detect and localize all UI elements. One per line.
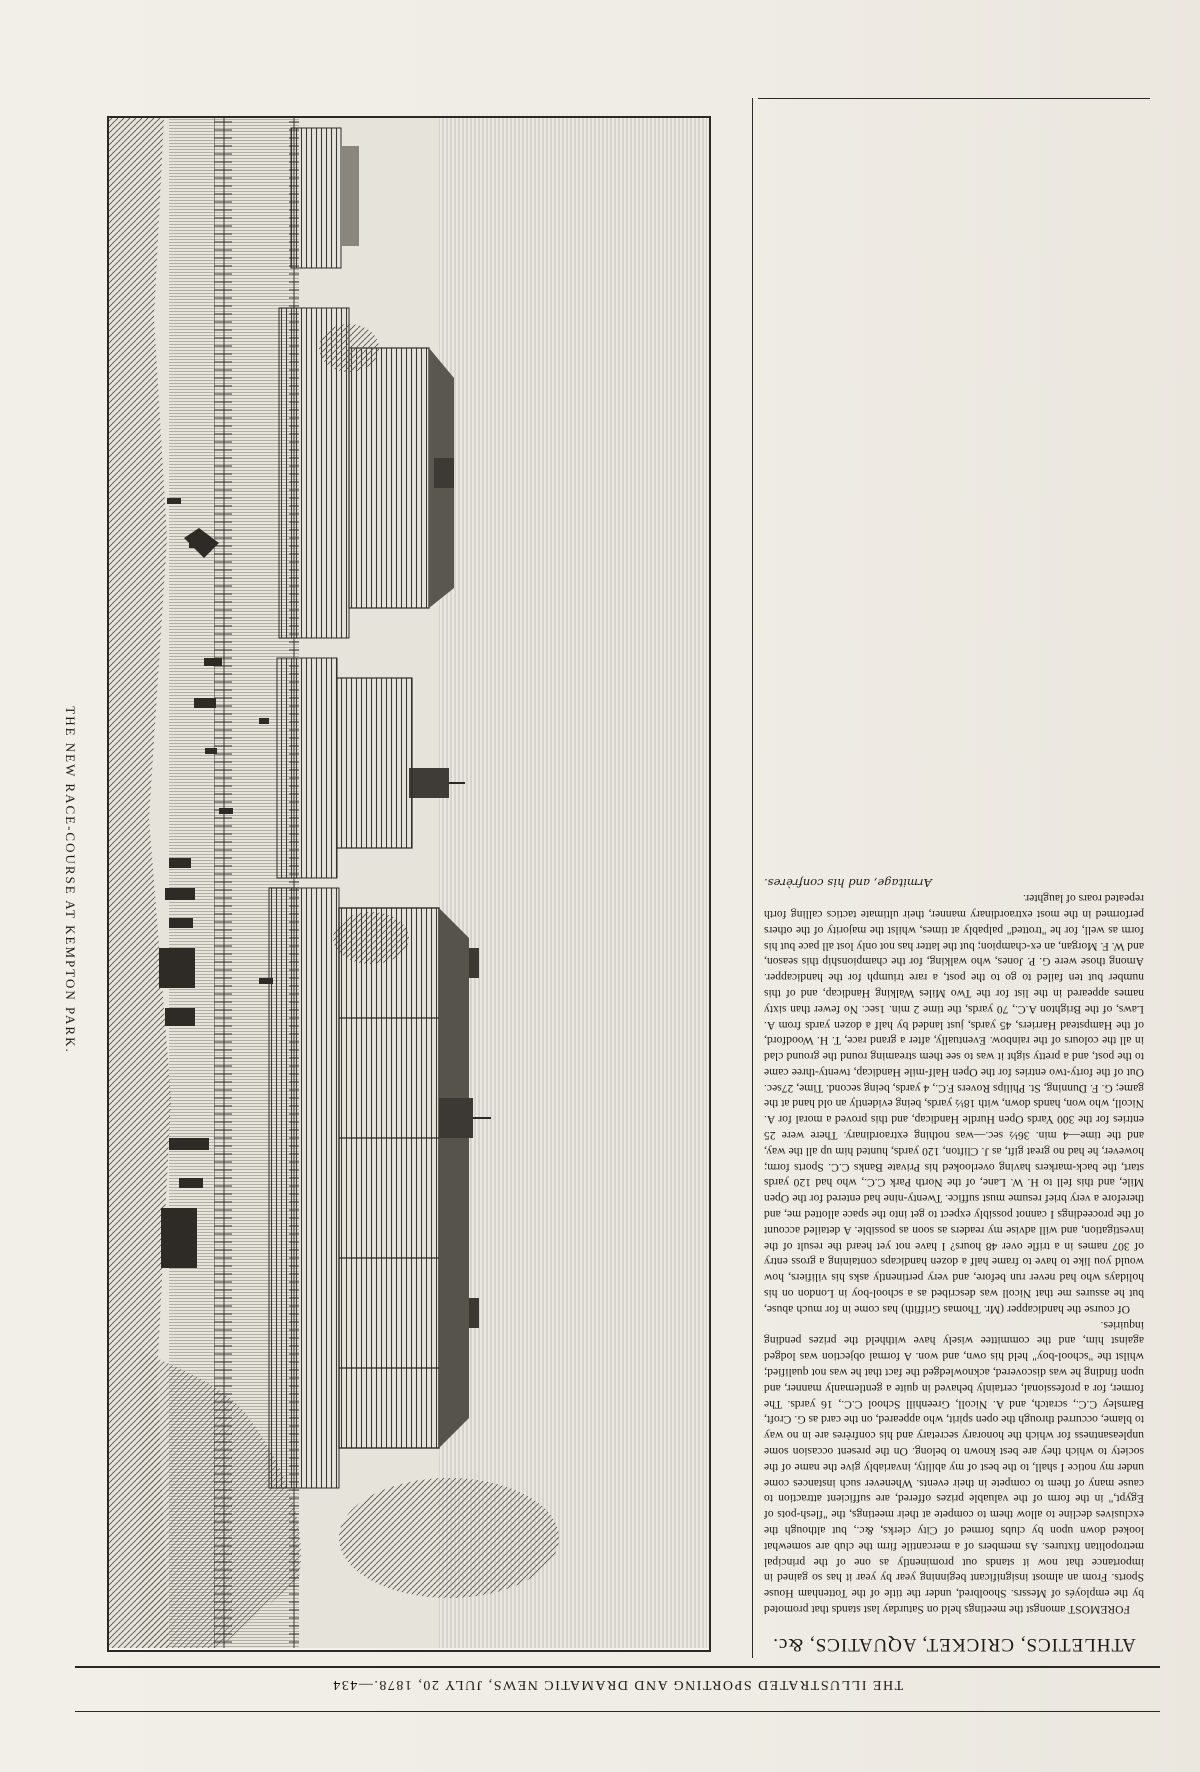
illustration-caption <box>58 700 82 1060</box>
article-body <box>764 890 1144 1617</box>
caption-text: THE NEW RACE-COURSE AT KEMPTON PARK. <box>63 706 78 1054</box>
header-rule <box>75 1711 1160 1712</box>
running-header-text: THE ILLUSTRATED SPORTING AND DRAMATIC NEWS, JULY 20, 1878.—434 <box>331 1677 904 1692</box>
article-paragraph: Of course the handicapper (Mr. Thomas Griffith) has come in for much abuse, but he assures me that Nicoll was described as a school-boy in London on his holidays who had never run before, and very pertinently asks his vilifiers, how would you like to have to frame half a dozen handicaps containing a gross entry of 307 names in a trifle over 48 hours? I have not yet heard the result of the investigation, and will advise my readers as soon as possible. A detailed account of the proceedings I cannot possibly expect to get into the space allotted me, and therefore a very brief resume must suffice. Twenty-nine had entered for the Open Mile, and this fell to H. W. Lane, of the North Park C.C., who had 120 yards start, the back-markers having overlooked his Private Banks C.C. Sports form; however, he had no great gift, as J. Clifton, 120 yards, hunted him up all the way, and the time—4 min. 36½ sec.—was nothing extraordinary. There were 25 entries for the 300 Yards Open Hurdle Handicap, and this proved a moral for A. Nicoll, who won, hands down, with 18½ yards, being evidently an old hand at the game; G. F. Dunning, St. Philips Rovers F.C., 4 yards, being second. Time, 27sec. Out of the forty-two entries for the Open Half-mile Handicap, twenty-three came to the post, and a pretty sight it was to see them streaming round the ground clad in all the colours of the rainbow. Eventually, after a grand race, T. H. Woodford, of the Hampstead Harriers, 45 yards, just landed by half a dozen yards from A. Laws, of the Brighton A.C., 70 yards, the time 2 min. 1sec. No fewer than sixty names appeared in the list for the Two Miles Walking Handicap, and of this number but ten failed to go to the post, a rare triumph for the handicapper. Among those were G. P. Jones, who walking, for the championship this season, and W. F. Morgan, an ex-champion; but the latter has not only lost all pace but his form as well, for he "trotted" palpably at times, whilst the majority of the others performed in the most extraordinary manner, their ultimate tactics calling forth repeated roars of laughter. <box>764 892 1144 1316</box>
article-column <box>758 98 1150 1659</box>
running-header <box>75 1666 1160 1712</box>
article-heading: ATHLETICS, CRICKET, AQUATICS, &c. <box>772 1634 1136 1655</box>
engraving-plate <box>107 116 711 1652</box>
race-course-engraving <box>109 118 709 1650</box>
column-rule <box>752 98 753 1658</box>
article-signature: Armitage, and his confrères. <box>764 876 932 891</box>
article-paragraph: FOREMOST amongst the meetings held on Saturday last stands that promoted by the employés of Messrs. Shoolbred, under the title of the Tottenham House Sports. From an almost insignificant beginning year by year it has so gained in importance that now it stands out prominently as one of the principal metropolitan fixtures. As members of a mercantile firm the club are somewhat looked down upon by clubs formed of City clerks, &c., but although the exclusives decline to allow them to compete at their meetings, the "flesh-pots of Egypt," in the form of the valuable prizes offered, are sufficient attraction to cause many of them to compete in their events. Whenever such instances come under my notice I shall, to the best of my ability, invariably give the name of the society to which they are best known to belong. On the present occasion some unpleasantness for which the honorary secretary and his confrères are in no way to blame, occurred through the open spirit, who appeared, on the card as G. Croft, Barnsley C.C., scratch, and A. Nicoll, Greenhill School C.C., 16 yards. The former, for a professional, certainly behaved in quite a gentlemanly manner, and upon finding he was discovered, acknowledged the fact that he was not qualified; whilst the "school-boy" held his own, and won. A formal objection was lodged against him, and the committee wisely have withheld the prizes pending inquiries. <box>764 1318 1144 1616</box>
